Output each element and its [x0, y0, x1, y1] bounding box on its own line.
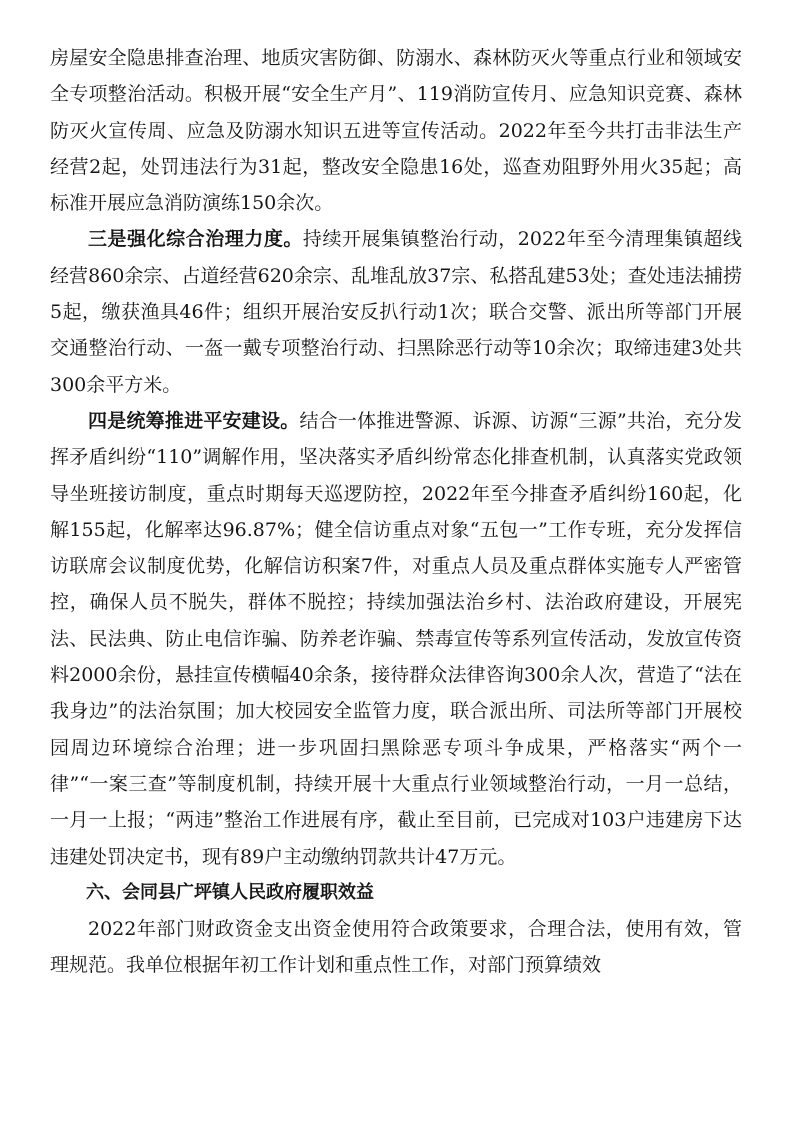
paragraph-comprehensive-governance — [50, 221, 742, 402]
paragraph-body: 持续开展集镇整治行动，2022年至今清理集镇超线经营860余宗、占道经营620余宗、乱堆乱放37宗、私搭乱建53处；查处违法捕捞5起，缴获渔具46件；组织开展治安反扒行动1次；联合交警、派出所等部门开展交通整治行动、一盔一戴专项整治行动、扫黑除恶行动等10余次；取缔违建3处共300余平方米。 — [50, 228, 742, 396]
paragraph-body: 结合一体推进警源、诉源、访源“三源”共治，充分发挥矛盾纠纷“110”调解作用，坚决落实矛盾纠纷常态化排查机制，认真落实党政领导坐班接访制度，重点时期每天巡逻防控，2022年至今排查矛盾纠纷160起，化解155起，化解率达96.87%；健全信访重点对象“五包一”工作专班，充分发挥信访联席会议制度优势，化解信访积案7件，对重点人员及重点群体实施专人严密管控，确保人员不脱失，群体不脱控；持续加强法治乡村、法治政府建设，开展宪法、民法典、防止电信诈骗、防养老诈骗、禁毒宣传等系列宣传活动，发放宣传资料2000余份，悬挂宣传横幅40余条，接待群众法律咨询300余人次，营造了“法在我身边”的法治氛围；加大校园安全监管力度，联合派出所、司法所等部门开展校园周边环境综合治理；进一步巩固扫黑除恶专项斗争成果，严格落实“两个一律”“一案三查”等制度机制，持续开展十大重点行业领域整治行动，一月一总结，一月一上报；“两违”整治工作进展有序，截止至目前，已完成对103户违建房下达违建处罚决定书，现有89户主动缴纳罚款共计47万元。 — [50, 409, 742, 868]
section-heading: 六、会同县广坪镇人民政府履职效益 — [86, 881, 374, 903]
paragraph-performance: 2022年部门财政资金支出资金使用符合政策要求，合理合法，使用有效，管理规范。我单位根据年初工作计划和重点性工作，对部门预算绩效 — [50, 918, 742, 977]
document-page — [50, 40, 742, 984]
paragraph-lead: 四是统筹推进平安建设。 — [88, 409, 300, 432]
paragraph-peace-building — [50, 403, 742, 875]
paragraph-lead: 三是强化综合治理力度。 — [88, 228, 303, 251]
paragraph-safety-campaigns: 房屋安全隐患排查治理、地质灾害防御、防溺水、森林防灭火等重点行业和领域安全专项整治活动。积极开展“安全生产月”、119消防宣传月、应急知识竞赛、森林防灭火宣传周、应急及防溺水知识五进等宣传活动。2022年至今共打击非法生产经营2起，处罚违法行为31起，整改安全隐患16处，巡查劝阻野外用火35起；高标准开展应急消防演练150余次。 — [50, 47, 742, 215]
